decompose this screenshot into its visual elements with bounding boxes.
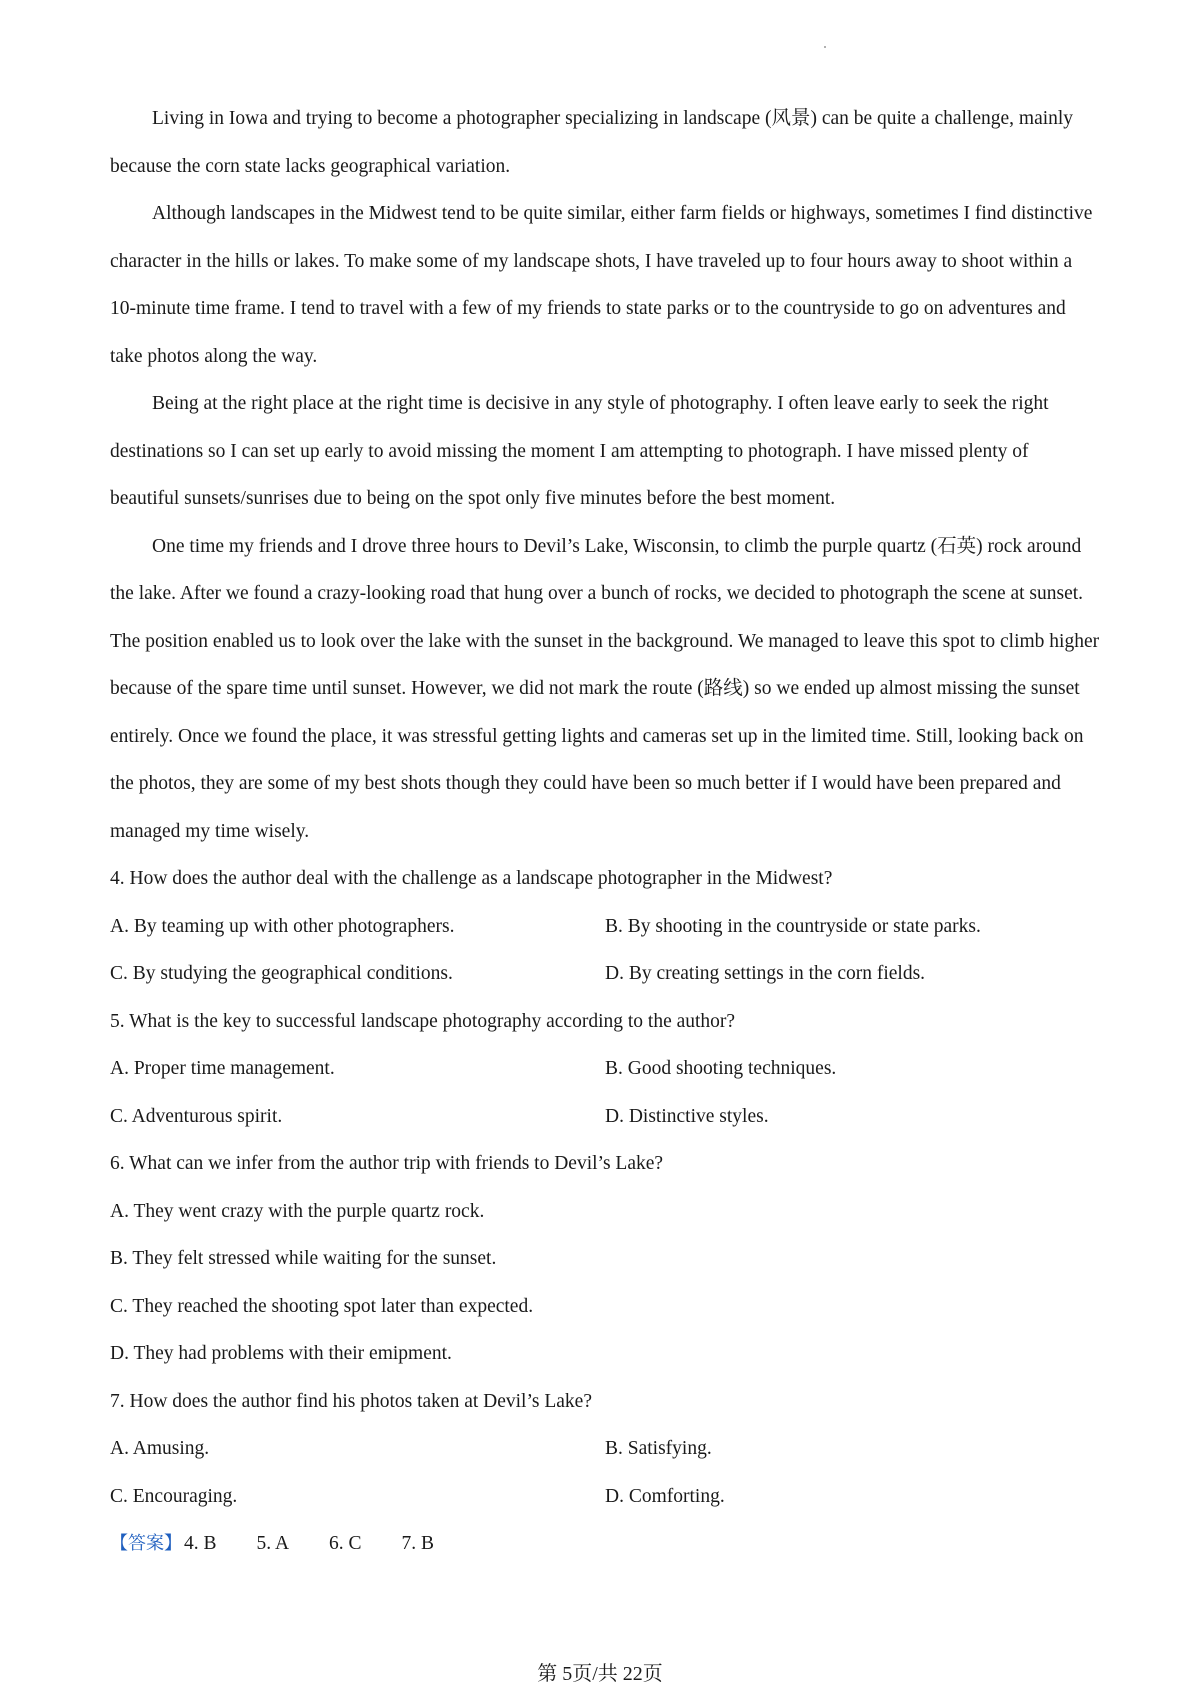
option-a: A. Amusing. (110, 1438, 210, 1459)
answer-item: 5. A (256, 1533, 290, 1554)
question-stem: 4. How does the author deal with the challenge as a landscape photographer in the Midwest? (110, 868, 833, 889)
option-c: C. Adventurous spirit. (110, 1105, 283, 1127)
option-b: B. By shooting in the countryside or state parks. (605, 915, 981, 937)
options-row (110, 903, 1100, 951)
option-d: D. Distinctive styles. (605, 1105, 769, 1127)
passage-paragraph-2: Although landscapes in the Midwest tend to be quite similar, either farm fields or highways, sometimes I find distinctive character in the hills or lakes. To make some of my landscape shots, I have traveled up to four hours away to shoot within a 10-minute time frame. I tend to travel with a few of my friends to state parks or to the countryside to go on adventures and take photos along the way. (110, 203, 1093, 367)
options-row (110, 1425, 1100, 1473)
options-row (110, 1045, 1100, 1093)
page-number: 第 5页/共 22页 (537, 1663, 663, 1685)
passage-paragraph-1: Living in Iowa and trying to become a photographer specializing in landscape (风景) can be quite a challenge, mainly because the corn state lacks geographical variation. (110, 108, 1074, 177)
scan-dot (824, 46, 826, 48)
options-row (110, 950, 1100, 998)
document-body (110, 95, 1100, 1568)
option-b: B. They felt stressed while waiting for the sunset. (110, 1248, 497, 1269)
option-a: A. They went crazy with the purple quartz rock. (110, 1200, 485, 1222)
passage-paragraph-3: Being at the right place at the right time is decisive in any style of photography. I often leave early to seek the right destinations so I can set up early to avoid missing the moment I am attempting to photograph. I have missed plenty of beautiful sunsets/sunrises due to being on the spot only five minutes before the best moment. (110, 393, 1049, 509)
answer-item: 6. C (329, 1533, 362, 1554)
passage-paragraph-4: One time my friends and I drove three hours to Devil’s Lake, Wisconsin, to climb the purple quartz (石英) rock around the lake. After we found a crazy-looking road that hung over a bunch of rocks, we decided to photograph the scene at sunset. The position enabled us to look over the lake with the sunset in the background. We managed to leave this spot to climb higher because of the spare time until sunset. However, we did not mark the route (路线) so we ended up almost missing the sunset entirely. Once we found the place, it was stressful getting lights and cameras set up in the limited time. Still, looking back on the photos, they are some of my best shots though they could have been so much better if I would have been prepared and managed my time wisely. (110, 535, 1100, 842)
option-d: D. They had problems with their emipment. (110, 1343, 452, 1364)
option-c: C. By studying the geographical conditions. (110, 963, 453, 984)
option-b: B. Good shooting techniques. (605, 1058, 837, 1079)
option-d: D. By creating settings in the corn fields. (605, 963, 926, 984)
answer-item: 7. B (401, 1533, 435, 1554)
question-stem: 7. How does the author find his photos taken at Devil’s Lake? (110, 1390, 592, 1412)
question-6 (110, 1140, 1100, 1378)
answer-key (110, 1520, 1100, 1568)
answer-item: 4. B (184, 1533, 217, 1554)
question-7 (110, 1378, 1100, 1521)
options-row (110, 1093, 1100, 1141)
option-b: B. Satisfying. (605, 1438, 712, 1459)
option-a: A. Proper time management. (110, 1058, 335, 1079)
option-d: D. Comforting. (605, 1485, 725, 1507)
option-c: C. Encouraging. (110, 1485, 238, 1507)
option-c: C. They reached the shooting spot later than expected. (110, 1295, 534, 1317)
question-stem: 5. What is the key to successful landscape photography according to the author? (110, 1010, 736, 1032)
option-a: A. By teaming up with other photographers. (110, 915, 455, 937)
question-5 (110, 998, 1100, 1141)
options-row (110, 1473, 1100, 1521)
question-4 (110, 855, 1100, 998)
question-stem: 6. What can we infer from the author trip with friends to Devil’s Lake? (110, 1153, 664, 1174)
answer-tag: 【答案】 (110, 1533, 182, 1554)
